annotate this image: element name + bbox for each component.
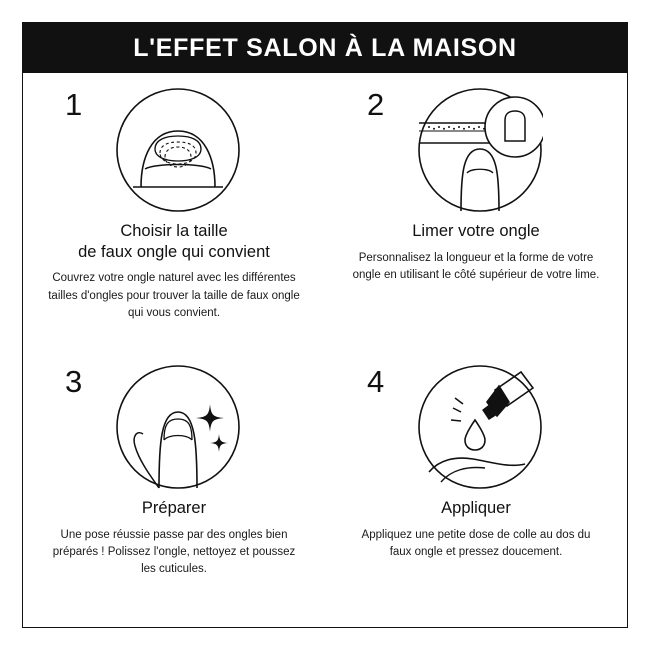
step-3-body: Une pose réussie passe par des ongles bien préparés ! Polissez l'ongle, nettoyez et poussez les cuticules. [52,528,296,576]
step-1-title [78,221,270,262]
step-4-art [361,364,591,492]
page-title: L'EFFET SALON À LA MAISON [133,33,517,62]
nail-prep-sparkle-icon [115,364,241,490]
step-1-art [59,87,289,215]
step-1-title-line-1: Choisir la taille [120,222,228,240]
steps-grid [23,73,627,627]
nail-sizing-icon [115,87,241,213]
step-2-art [361,87,591,215]
glue-drop-icon [417,364,543,490]
step-3-title-line-1: Préparer [141,499,207,517]
step-3-art [59,364,289,492]
step-3 [23,350,325,627]
step-4 [325,350,627,627]
step-2-number: 2 [367,87,385,122]
card-frame [22,22,628,628]
nail-file-icon [417,87,543,213]
step-4-body: Appliquez une petite dose de colle au dos du faux ongle et pressez doucement. [361,528,591,558]
step-4-title [441,498,511,519]
step-1-body: Couvrez votre ongle naturel avec les différentes tailles d'ongles pour trouver la taille de faux ongle qui vous convient. [48,272,300,319]
card-header [23,23,627,73]
step-2-title-line-1: Limer votre ongle [412,222,540,240]
step-1-number: 1 [65,87,83,122]
step-2-body: Personnalisez la longueur et la forme de votre ongle en utilisant le côté supérieur de votre lime. [352,251,600,281]
step-1 [23,73,325,350]
step-4-title-line-1: Appliquer [441,499,511,517]
step-2 [325,73,627,350]
step-3-number: 3 [65,364,83,399]
step-1-title-line-2: de faux ongle qui convient [78,242,270,261]
step-3-title [142,498,206,519]
step-2-title [412,221,539,242]
step-4-number: 4 [367,364,385,399]
